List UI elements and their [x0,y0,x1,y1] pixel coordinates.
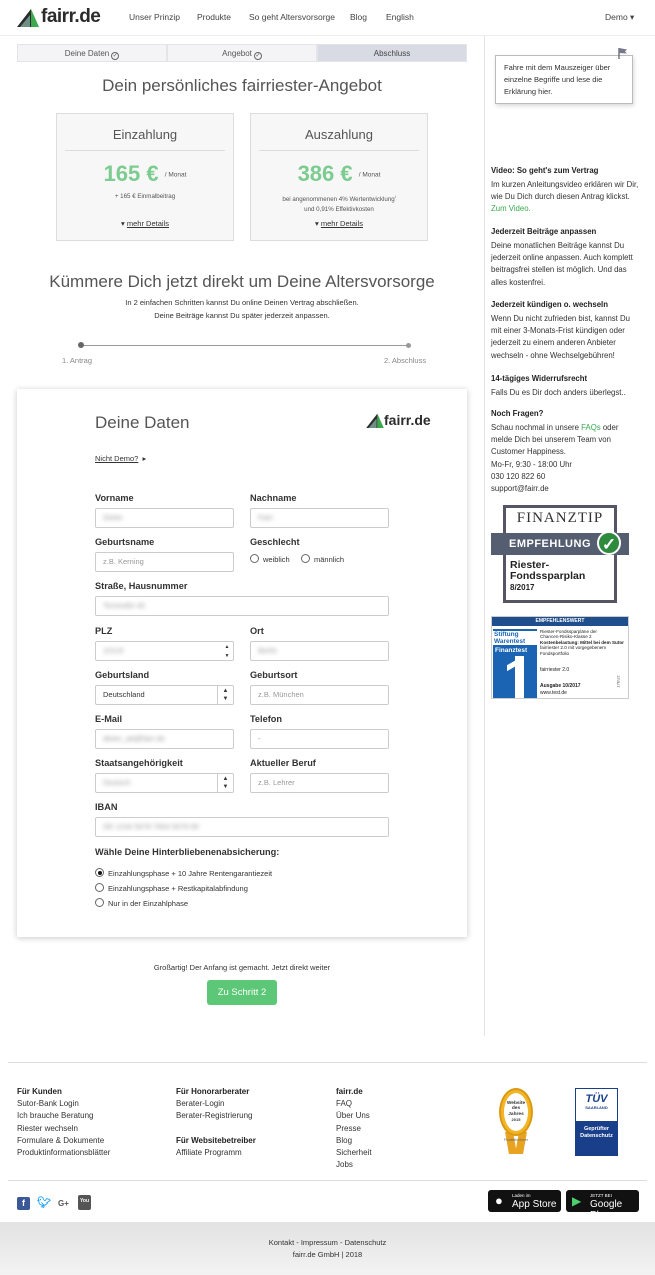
auszahlung-value: 386 € [297,161,353,186]
geburtsland-label: Geburtsland [95,670,150,680]
footer-link[interactable]: Über Uns [336,1111,370,1121]
footer-fairr-heading: fairr.de [336,1087,363,1096]
faq-link[interactable]: FAQs [581,423,601,432]
award-l1: Website [506,1101,526,1106]
staat-label: Staatsangehörigkeit [95,758,183,768]
weiblich-label: weiblich [263,555,290,564]
staat-select[interactable] [95,773,234,793]
radio-rentengarantie[interactable] [95,868,104,877]
einzahlung-more-details[interactable]: ▾ mehr Details [121,219,169,228]
beruf-input[interactable] [250,773,389,793]
sidebar-divider [484,36,485,1036]
step-label: Angebot [222,49,252,58]
footer-website-links [176,1147,242,1159]
radio-restkapital[interactable] [95,883,104,892]
staat-value: Deutsch [103,778,131,787]
fragen-text [491,422,641,495]
support-phone: 030 120 822 60 [491,471,546,481]
footer-link[interactable]: Jobs [336,1160,353,1170]
step-abschluss[interactable] [317,44,467,62]
award-text [504,1093,528,1131]
nicht-demo-link[interactable]: Nicht Demo? ▸ [95,454,147,463]
fragen-heading: Noch Fragen? [491,409,544,418]
strasse-value: Torstraße 40 [103,601,146,610]
einzahlung-value: 165 € [103,161,159,186]
auszahlung-amount [251,161,427,187]
app-store-button[interactable] [488,1190,561,1212]
footer-link[interactable]: Ich brauche Beratung [17,1111,94,1121]
footer-link[interactable]: Riester wechseln [17,1123,78,1133]
email-label: E-Mail [95,714,123,724]
nav-blog[interactable]: Blog [350,12,368,22]
timeline-step1: 1. Antrag [62,356,93,365]
tuv-logo-text: TÜV [585,1093,608,1105]
legal-links[interactable]: Kontakt - Impressum - Datenschutz [268,1238,387,1247]
iban-input[interactable] [95,817,389,837]
video-desc: Im kurzen Anleitungsvideo erklären wir Dir, wie Du Dich durch diesen Antrag klickst. [491,180,639,202]
einzahlung-heading: Einzahlung [65,127,225,151]
tuv-badge [575,1088,618,1156]
email-input[interactable] [95,729,234,749]
section-line2: Deine Beiträge kannst Du später jederzeit anpassen. [154,311,330,320]
cta-text: Großartig! Der Anfang ist gemacht. Jetzt direkt weiter [153,963,331,972]
warentest-issue: Ausgabe 10/2017 [540,683,581,689]
warentest-url: www.test.de [540,690,567,696]
offer-title: Dein persönliches fairriester-Angebot [102,76,382,95]
geburtsname-label: Geburtsname [95,537,155,547]
finanztip-product [510,560,585,593]
website-des-jahres-badge [499,1088,533,1156]
footer-link[interactable]: Berater-Registrierung [176,1111,253,1121]
support-hours: Mo-Fr, 9:30 - 18:00 Uhr [491,459,573,469]
logo-text: fairr.de [384,412,431,428]
twitter-icon[interactable]: 🐦︎ [37,1197,51,1209]
vorname-value: Dieter [103,513,124,522]
hinterbliebene-label: Wähle Deine Hinterbliebenenabsicherung: [95,847,280,857]
footer-fairr-links [336,1098,372,1172]
footer-berater-links [176,1098,252,1123]
footer-link[interactable]: Formulare & Dokumente [17,1135,105,1145]
bottom-bar [0,1222,655,1275]
geburtsort-placeholder: z.B. München [258,690,304,699]
warentest-code: 17EU2 [615,675,621,688]
video-link[interactable]: Zum Video. [491,204,531,214]
nachname-value: Fairr [258,513,274,522]
anpassen-text: Deine monatlichen Beiträge kannst Du jederzeit online anpassen. Auch komplett beitragsfrei stellen ist möglich. Und das alles kostenfrei. [491,241,633,287]
appstore-small: Laden im [512,1193,531,1198]
footer-website-heading: Für Websitebetreiber [176,1136,256,1145]
tuv-l1: Geprüfter [583,1126,610,1132]
einzahlung-unit: / Monat [164,171,187,179]
finanztip-band-text: EMPFEHLUNG [509,538,591,550]
radio-maennlich[interactable] [301,554,310,563]
geburtsort-label: Geburtsort [250,670,298,680]
nav-english[interactable]: English [386,12,414,22]
more-details-link[interactable]: mehr Details [320,219,363,228]
nav-so-geht-altersvorsorge[interactable]: So geht Altersvorsorge [249,12,335,22]
tuv-l2: Datenschutz [580,1133,613,1139]
auszahlung-sub: bei angenommenen 4% Wertentwicklung$^i$ und 0,91% Effektivkosten [282,194,396,214]
nav-unser-prinzip[interactable]: Unser Prinzip [129,12,181,22]
plz-label: PLZ [95,626,113,636]
anpassen-heading: Jederzeit Beiträge anpassen [491,227,597,236]
google-play-button[interactable] [566,1190,639,1221]
check-circle-icon: ✓ [255,53,261,59]
auszahlung-more-details[interactable]: ▾ mehr Details [315,219,363,228]
finanztip-l2: Fondssparplan [510,570,586,582]
einzahlphase-label: Nur in der Einzahlphase [108,899,189,908]
geburtsland-value: Deutschland [103,690,145,699]
footer-link[interactable]: Sutor-Bank Login [17,1099,79,1108]
more-details-link[interactable]: mehr Details [126,219,169,228]
timeline-dot-start [78,342,84,348]
kuendigen-heading: Jederzeit kündigen o. wechseln [491,300,608,309]
footer-divider [8,1062,647,1063]
vorname-label: Vorname [95,493,134,503]
geburtsland-select[interactable] [95,685,234,705]
warentest-brand [493,631,537,645]
iban-label: IBAN [95,802,118,812]
youtube-icon[interactable]: You ▶ [78,1195,91,1210]
form-logo [366,411,431,429]
strasse-label: Straße, Hausnummer [95,581,188,591]
award-l2: des [511,1106,521,1112]
widerruf-heading: 14-tägiges Widerrufsrecht [491,374,588,383]
award-l5: Finalteilnehmer [504,1138,528,1142]
google-plus-icon[interactable]: G+ [58,1199,69,1208]
warentest-t5: Fondsportfolio [540,650,570,656]
auszahlung-heading: Auszahlung [259,127,419,151]
flag-icon [617,47,629,59]
award-l4: 2015 [511,1117,521,1123]
fragen-p1: Schau nochmal in unsere [491,423,579,432]
zu-schritt-2-button[interactable]: Zu Schritt 2 [207,980,277,1005]
gplay-small: JETZT BEI [590,1193,612,1198]
auszahlung-sub1: bei angenommenen 4% Wertentwicklung [282,196,395,204]
logo-mark-icon [366,412,384,428]
nachname-label: Nachname [250,493,297,503]
geburtsname-input[interactable] [95,552,234,572]
step-label: Deine Daten [64,49,110,58]
fairr-logo[interactable] [17,6,100,28]
nav-produkte[interactable]: Produkte [197,12,232,22]
finanztip-l3: 8/2017 [510,583,535,592]
award-l3: Jahres [508,1111,524,1117]
copyright: fairr.de GmbH | 2018 [292,1250,363,1259]
finanztip-l1: Riester- [510,559,550,571]
warentest-top: EMPFEHLENSWERT [492,617,628,626]
kuendigen-text: Wenn Du nicht zufrieden bist, kannst Du mit einer 3-Monats-Frist kündigen oder jederzeit zu einem anderen Anbieter wechseln - ohne Wechselgebühren! [491,314,630,360]
tuv-top [576,1089,617,1121]
einzahlung-box [56,113,234,241]
radio-einzahlphase[interactable] [95,898,104,907]
warentest-t2: Chancen-Risiko-Klasse 2 [540,634,592,640]
form-title: Deine Daten [95,413,190,432]
section-line1: In 2 einfachen Schritten kannst Du online Deinen Vertrag abschließen. [125,298,359,307]
progress-steps [17,44,467,62]
warentest-t3: Kostenbelastung: Mittel bei dem Sutor [540,639,624,645]
timeline-step2: 2. Abschluss [384,356,427,365]
warentest-t4: fairriester 2.0 mit vorgegebenem [540,645,607,651]
video-text [491,179,641,216]
logo-mark-icon [17,7,39,27]
footer-kunden-heading: Für Kunden [17,1087,62,1096]
geburtsort-input[interactable] [250,685,389,705]
geschlecht-label: Geschlecht [250,537,300,547]
timeline-dot-end [406,343,411,348]
timeline-line [80,345,409,346]
footer-berater-heading: Für Honorarberater [176,1087,250,1096]
footer-link[interactable]: Blog [336,1135,353,1145]
warentest-badge [491,616,629,699]
footer-link[interactable]: Presse [336,1123,361,1133]
plz-input[interactable] [95,641,234,661]
widerruf-text: Falls Du es Dir doch anders überlegst.. [491,388,626,397]
fragen-p2: oder melde Dich bei unserem Team von Customer Happiness. [491,423,619,457]
nicht-demo-text[interactable]: Nicht Demo? [95,454,139,463]
beruf-placeholder: z.B. Lehrer [258,778,295,787]
ort-input[interactable] [250,641,389,661]
warentest-details [540,629,624,656]
telefon-value: - [258,734,261,743]
play-icon: ▶ [572,1194,582,1208]
tuv-region: SAARLAND [585,1105,608,1110]
step-angebot[interactable] [167,44,317,62]
logo-text: fairr.de [41,6,101,27]
beruf-label: Aktueller Beruf [250,758,316,768]
einzahlung-sub: + 165 € Einmalbeitrag [114,193,176,200]
warentest-t1: Riester-Fondssparpläne der [540,629,597,634]
warentest-product: fairriester 2.0 [540,667,570,673]
email-value: dieter_ab@fairr.de [103,734,165,743]
footer-link[interactable]: Sicherheit [336,1148,372,1158]
finanztip-badge [491,505,629,603]
top-nav [0,0,655,36]
select-arrows-icon: ▲ ▼ [217,774,233,792]
nachname-input[interactable] [250,508,389,528]
appstore-label: App Store [512,1199,557,1210]
geburtsname-placeholder: z.B. Kerning [103,557,144,566]
maennlich-label: männlich [314,555,345,564]
ort-value: Berlin [258,646,278,655]
strasse-input[interactable] [95,596,389,616]
auszahlung-box [250,113,428,241]
footer-link[interactable]: Berater-Login [176,1099,225,1108]
plz-value: 10119 [103,646,124,655]
telefon-input[interactable] [250,729,389,749]
facebook-icon[interactable]: f [17,1197,30,1210]
demo-dropdown[interactable]: Demo ▾ [605,12,635,22]
warentest-brand2: Warentest [494,638,526,645]
warentest-logo-bg [493,629,537,698]
select-arrows-icon: ▲ ▼ [217,686,233,704]
iban-value: DE 1234 5678 7654 5678 90 [103,822,199,831]
ort-label: Ort [250,626,264,636]
section-title: Kümmere Dich jetzt direkt um Deine Altersvorsorge [49,272,435,291]
spinner-icon[interactable]: ▲ ▼ [224,644,230,659]
telefon-label: Telefon [250,714,282,724]
checkmark-icon: ✓ [597,531,621,555]
warentest-brand1: Stiftung [494,631,519,638]
footer-divider-2 [8,1180,647,1181]
vorname-input[interactable] [95,508,234,528]
finanztip-brand: FINANZTIP [516,510,604,526]
auszahlung-unit: / Monat [358,171,381,179]
footer-kunden-links [17,1098,110,1159]
warentest-brand3: Finanztest [495,647,528,654]
support-email[interactable]: support@fairr.de [491,484,549,494]
gplay-label: Google Play [590,1199,623,1221]
footer-link[interactable]: Affiliate Programm [176,1148,242,1157]
auszahlung-sub2: und 0,91% Effektivkosten [304,206,374,214]
einzahlung-amount [57,161,233,187]
tuv-bottom [576,1121,617,1155]
restkapital-label: Einzahlungsphase + Restkapitalabfindung [108,884,248,893]
step-deine-daten[interactable] [17,44,167,62]
help-tooltip: Fahre mit dem Mauszeiger über einzelne Begriffe und lese die Erklärung hier. [495,55,633,104]
footer-link[interactable]: FAQ [336,1099,353,1108]
video-heading: Video: So geht's zum Vertrag [491,166,599,175]
check-circle-icon: ✓ [112,53,118,59]
footer-link[interactable]: Produktinformationsblätter [17,1148,111,1158]
rentengarantie-label: Einzahlungsphase + 10 Jahre Rentengarantiezeit [108,869,273,878]
step-label: Abschluss [373,49,411,58]
apple-icon: ● [495,1193,503,1208]
radio-weiblich[interactable] [250,554,259,563]
